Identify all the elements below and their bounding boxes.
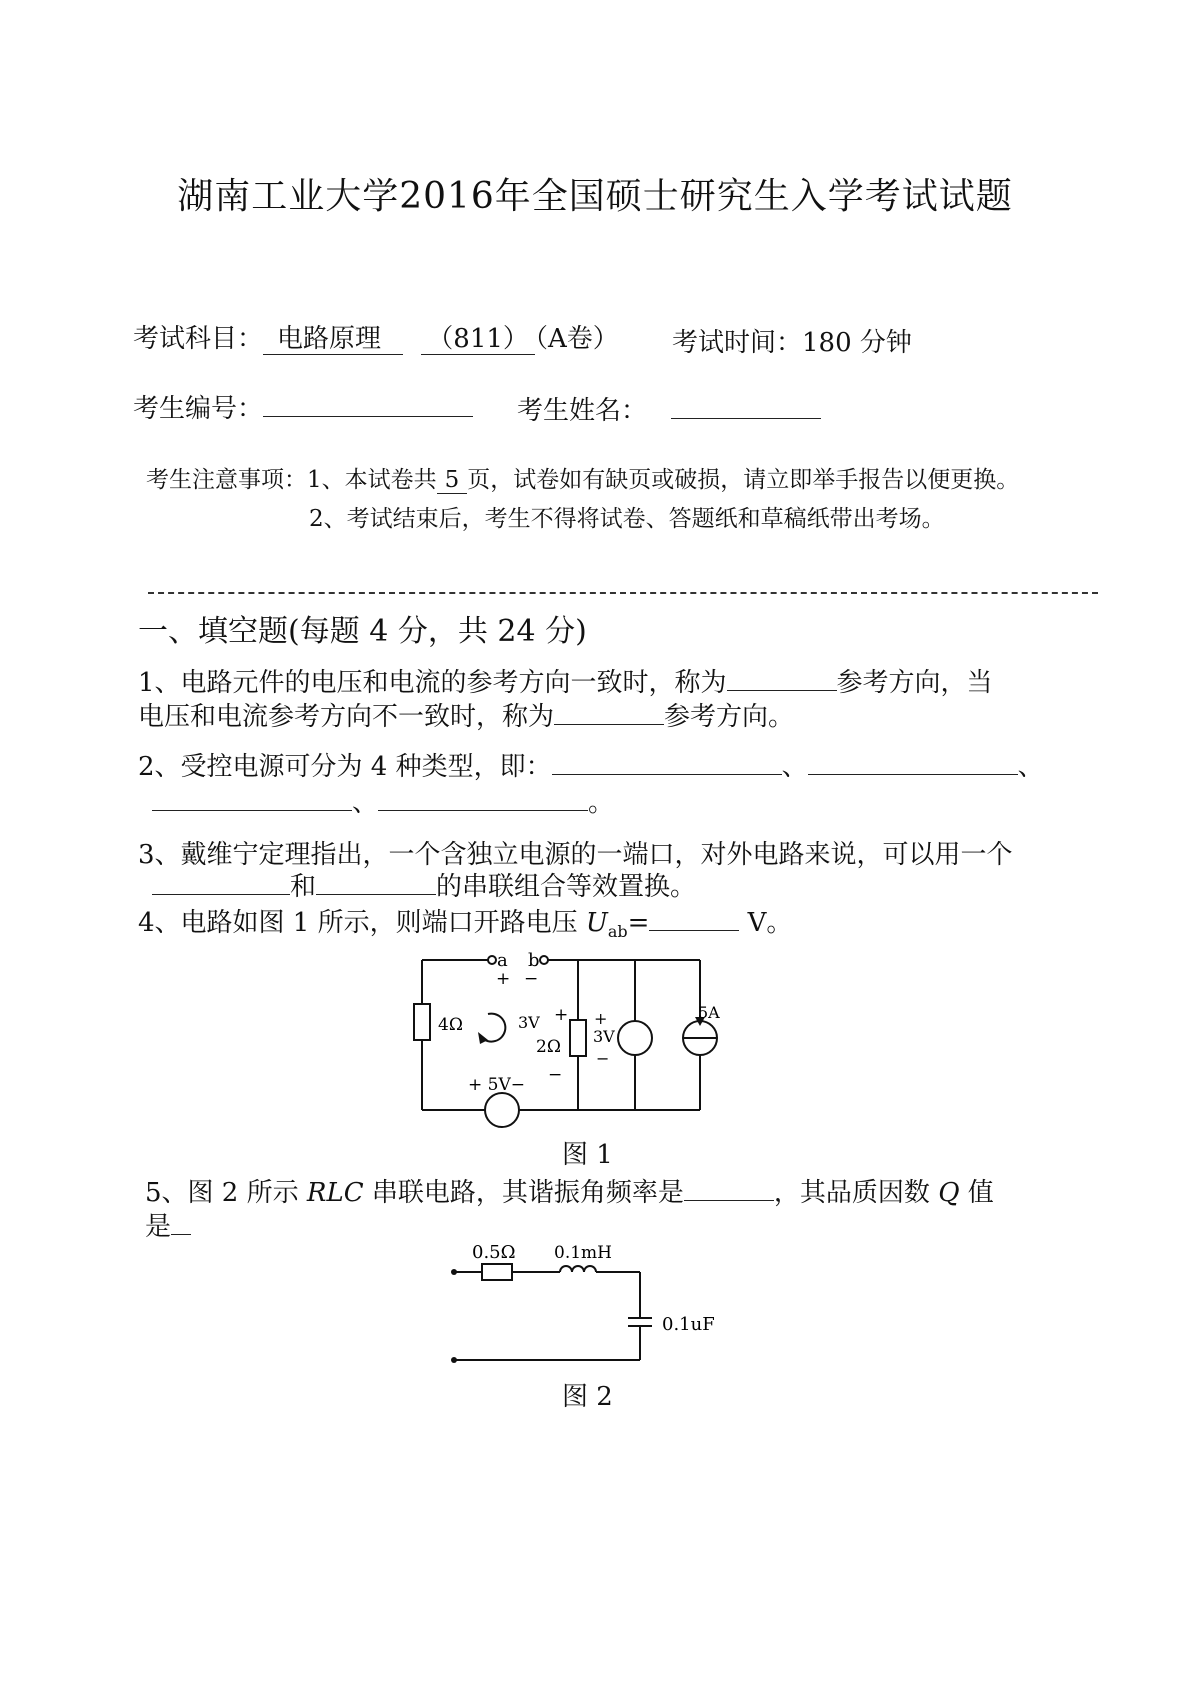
resistor-05ohm bbox=[482, 1264, 512, 1280]
label-vs-3v: 3V bbox=[593, 1027, 615, 1046]
question-2-line-2 bbox=[152, 782, 614, 819]
q3-blank-1[interactable] bbox=[152, 894, 290, 895]
loop-arrow bbox=[482, 1014, 505, 1042]
label-node-a: a bbox=[497, 950, 508, 971]
q4-text-a: 4、电路如图 1 所示，则端口开路电压 bbox=[138, 908, 578, 938]
question-5-line-1 bbox=[145, 1172, 994, 1209]
q1-text-b: 参考方向，当 bbox=[836, 668, 993, 698]
q3-and: 和 bbox=[290, 872, 317, 902]
q5-text-c: ，其品质因数 bbox=[773, 1178, 930, 1208]
subject-code: （811） bbox=[421, 324, 535, 355]
q2-blank-3[interactable] bbox=[152, 810, 352, 811]
voltage-source-3v bbox=[618, 1021, 652, 1055]
notice-item-2: 2、考试结束后，考生不得将试卷、答题纸和草稿纸带出考场。 bbox=[309, 506, 945, 532]
terminal-top bbox=[451, 1269, 457, 1275]
question-1-line-2 bbox=[138, 696, 794, 733]
question-4 bbox=[138, 902, 792, 941]
notice-item1-text: 1、本试卷共 bbox=[307, 467, 437, 493]
q2-end: 。 bbox=[588, 788, 615, 818]
question-3-line-2 bbox=[152, 866, 696, 903]
question-5-line-2 bbox=[145, 1206, 191, 1243]
subject-paper: （A卷） bbox=[534, 324, 619, 354]
q1-text-c: 电压和电流参考方向不一致时，称为 bbox=[138, 702, 555, 732]
question-3-line-1: 3、戴维宁定理指出，一个含独立电源的一端口，对外电路来说，可以用一个 bbox=[138, 840, 1013, 870]
exam-title: 湖南工业大学2016年全国硕士研究生入学考试试题 bbox=[177, 176, 1013, 217]
q5-text-e: 是 bbox=[145, 1212, 172, 1242]
separator-line bbox=[148, 592, 1098, 594]
label-is-5a: 5A bbox=[698, 1003, 720, 1022]
q1-text-d: 参考方向。 bbox=[664, 702, 795, 732]
q2-blank-2[interactable] bbox=[808, 774, 1018, 775]
candidate-name-field[interactable] bbox=[671, 418, 821, 419]
q1-blank-1[interactable] bbox=[727, 690, 837, 691]
resistor-2ohm bbox=[570, 1020, 586, 1056]
q4-equals: = bbox=[627, 908, 650, 938]
label-r2-plus: + bbox=[554, 1005, 569, 1025]
candidate-name-label: 考生姓名： bbox=[517, 396, 648, 426]
resistor-4ohm bbox=[414, 1004, 430, 1040]
terminal-b bbox=[540, 956, 548, 964]
q2-sep-1: 、 bbox=[781, 752, 808, 782]
notice-item-1 bbox=[146, 461, 1019, 494]
section-heading: 一、填空题(每题 4 分，共 24 分) bbox=[138, 614, 587, 649]
notice-page-count: 5 bbox=[437, 467, 468, 494]
label-r1: 4Ω bbox=[438, 1015, 463, 1035]
candidate-number bbox=[133, 388, 473, 425]
q5-text-b: 串联电路，其谐振角频率是 bbox=[371, 1178, 684, 1208]
q5-blank-2[interactable] bbox=[171, 1234, 191, 1235]
inductor-01mh bbox=[560, 1266, 596, 1272]
exam-time-value: 180 分钟 bbox=[802, 328, 912, 358]
exam-time bbox=[672, 322, 912, 359]
notice-item1-rest: 页，试卷如有缺页或破损，请立即举手报告以便更换。 bbox=[467, 467, 1020, 493]
label-node-b: b bbox=[528, 950, 540, 971]
label-a-plus: + bbox=[496, 969, 511, 989]
loop-arrow-head bbox=[478, 1032, 488, 1044]
candidate-number-field[interactable] bbox=[263, 416, 473, 417]
figure-1-circuit bbox=[400, 942, 720, 1132]
subject-line bbox=[133, 318, 619, 355]
label-r: 0.5Ω bbox=[472, 1242, 516, 1263]
label-b-minus: − bbox=[524, 969, 539, 989]
label-3v-plus: + bbox=[594, 1009, 608, 1028]
voltage-source-5v bbox=[485, 1093, 519, 1127]
q1-blank-2[interactable] bbox=[554, 724, 664, 725]
label-r2: 2Ω bbox=[536, 1037, 561, 1057]
q3-blank-2[interactable] bbox=[316, 894, 436, 895]
figure-2-circuit bbox=[440, 1238, 740, 1378]
q2-blank-4[interactable] bbox=[378, 810, 588, 811]
label-3v-minus: − bbox=[596, 1049, 610, 1068]
candidate-number-label: 考生编号： bbox=[133, 394, 264, 424]
question-2-line-1 bbox=[138, 746, 1044, 783]
subject-name: 电路原理 bbox=[263, 324, 403, 355]
label-v-r2: 3V bbox=[518, 1013, 540, 1032]
q2-sep-3: 、 bbox=[352, 788, 379, 818]
terminal-a bbox=[488, 956, 496, 964]
q4-subscript: ab bbox=[607, 922, 628, 942]
q2-sep-2: 、 bbox=[1017, 752, 1044, 782]
q3-text-b: 的串联组合等效置换。 bbox=[436, 872, 697, 902]
q4-blank[interactable] bbox=[649, 930, 739, 931]
q5-q: Q bbox=[938, 1178, 960, 1208]
q2-text-a: 2、受控电源可分为 4 种类型，即： bbox=[138, 752, 552, 782]
notice-label: 考生注意事项： bbox=[146, 467, 307, 493]
q2-blank-1[interactable] bbox=[552, 774, 782, 775]
q1-text-a: 1、电路元件的电压和电流的参考方向一致时，称为 bbox=[138, 668, 727, 698]
label-c: 0.1uF bbox=[662, 1314, 715, 1335]
q4-unit: V。 bbox=[747, 908, 793, 938]
q4-variable: U bbox=[585, 908, 608, 938]
label-r2-minus: − bbox=[548, 1065, 563, 1085]
q5-blank-1[interactable] bbox=[684, 1200, 774, 1201]
label-vs-5v: + 5V− bbox=[468, 1075, 525, 1095]
subject-label: 考试科目： bbox=[133, 324, 264, 354]
terminal-bottom bbox=[451, 1357, 457, 1363]
candidate-name bbox=[517, 390, 821, 427]
label-l: 0.1mH bbox=[554, 1243, 612, 1263]
figure-2-caption: 图 2 bbox=[562, 1382, 613, 1412]
q5-text-d: 值 bbox=[967, 1178, 994, 1208]
question-1-line-1 bbox=[138, 662, 993, 699]
q5-text-a: 5、图 2 所示 bbox=[145, 1178, 299, 1208]
exam-time-label: 考试时间： bbox=[672, 328, 803, 358]
q5-rlc: RLC bbox=[306, 1178, 364, 1208]
figure-1-caption: 图 1 bbox=[562, 1140, 613, 1170]
